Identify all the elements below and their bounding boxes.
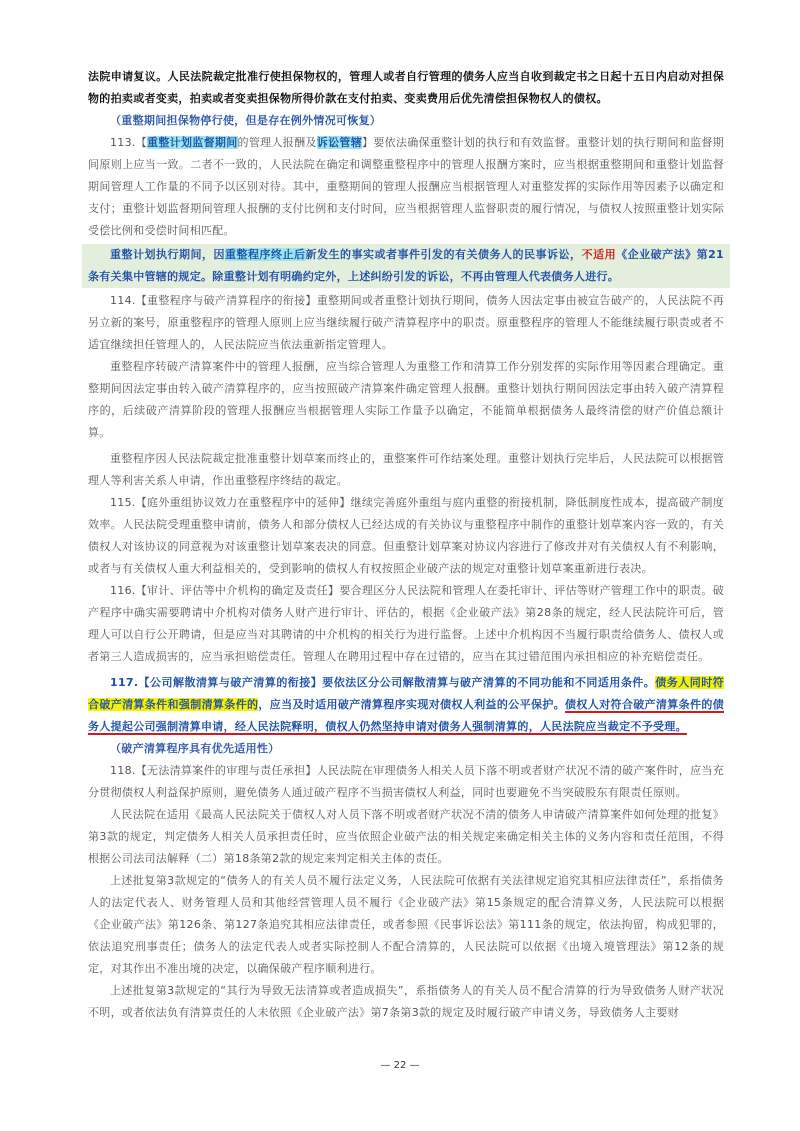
keyword-litigation-jurisdiction: 诉讼管辖 <box>316 136 363 149</box>
article-118-p3: 上述批复第3款规定的“债务人的有关人员不履行法定义务，人民法院可依据有关法律规定追究其相应法律责任”，系指债务人的法定代表人、财务管理人员和其他经营管理人员不履行《企业破产法》第15条规定的配合清算义务，人民法院可以根据《企业破产法》第126条、第127条追究其相应法律责任，或者参照《民事诉讼法》第111条的规定，依法拘留，构成犯罪的，依法追究刑事责任；债务人的法定代表人或者实际控制人不配合清算的，人民法院可以依据《出境入境管理法》第12条的规定，对其作出不准出境的决定，以确保破产程序顺利进行。 <box>88 874 724 975</box>
article-113: 113.【重整计划监督期间的管理人报酬及诉讼管辖】要依法确保重整计划的执行和有效监督。重整计划的执行期间和监督期间原则上应当一致。二者不一致的，人民法院在确定和调整重整程序中的管理人报酬方案时，应当根据重整期间和重整计划监督期间管理人工作量的不同予以区别对待。其中，重整期间的管理人报酬应当根据管理人对重整发挥的实际作用等因素予以确定和支付；重整计划监督期间管理人报酬的支付比例和支付时间，应当根据管理人监督职责的履行情况，与债权人按照重整计划实际受偿比例和受偿时间相匹配。 <box>88 136 725 237</box>
page-number: — 22 — <box>380 1060 420 1071</box>
keyword-after-termination: 重整程序终止后 <box>225 248 306 261</box>
article-118-p1: 118.【无法清算案件的审理与责任承担】人民法院在审理债务人相关人员下落不明或者财产状况不清的破产案件时，应当充分贯彻债权人利益保护原则，避免债务人通过破产程序不当损害债权人利益，同时也要避免不当突破股东有限责任原则。 <box>88 764 724 799</box>
keyword-supervision-period: 重整计划监督期间 <box>147 136 238 149</box>
keyword-not-applicable: 不适用 <box>581 248 617 261</box>
section-note-1: （重整期间担保物停行使，但是存在例外情况可恢复） <box>110 114 382 127</box>
article-116: 116.【审计、评估等中介机构的确定及责任】要合理区分人民法院和管理人在委托审计、评估等财产管理工作中的职责。破产程序中确实需要聘请中介机构对债务人财产进行审计、评估的，根据《企业破产法》第28条的规定，经人民法院许可后，管理人可以自行公开聘请，但是应当对其聘请的中介机构的相关行为进行监督。上述中介机构因不当履行职责给债务人、债权人或者第三人造成损害的，应当承担赔偿责任。管理人在聘用过程中存在过错的，应当在其过错范围内承担相应的补充赔偿责任。 <box>88 584 724 663</box>
underlined-rule: 债权人对符合破产清算条件的债务人提起公司强制清算申请，经人民法院释明，债权人仍然坚持申请对债务人强制清算的，人民法院应当裁定不予受理。 <box>88 698 724 733</box>
article-118-p2: 人民法院在适用《最高人民法院关于债权人对人员下落不明或者财产状况不清的债务人申请破产清算案件如何处理的批复》第3款的规定，判定债务人相关人员承担责任时，应当依照企业破产法的相关规定来确定相关主体的义务内容和责任范围，不得根据公司法司法解释（二）第18条第2款的规定来判定相关主体的责任。 <box>88 808 724 865</box>
article-115: 115.【庭外重组协议效力在重整程序中的延伸】继续完善庭外重组与庭内重整的衔接机制，降低制度性成本，提高破产制度效率。人民法院受理重整申请前，债务人和部分债权人已经达成的有关协议与重整程序中制作的重整计划草案内容一致的，有关债权人对该协议的同意视为对该重整计划草案表决的同意。但重整计划草案对协议内容进行了修改并对有关债权人有不利影响，或者与有关债权人重大利益相关的，受到影响的债权人有权按照企业破产法的规定对重整计划草案重新进行表决。 <box>88 496 724 575</box>
paragraph-continuation: 法院申请复议。人民法院裁定批准行使担保物权的，管理人或者自行管理的债务人应当自收到裁定书之日起十五日内启动对担保物的拍卖或者变卖，拍卖或者变卖担保物所得价款在支付拍卖、变卖费用后优先清偿担保物权人的债权。 <box>88 70 724 105</box>
highlighted-rule-text: 重整计划执行期间，因重整程序终止后新发生的事实或者事件引发的有关债务人的民事诉讼，不适用《企业破产法》第21条有关集中管辖的规定。除重整计划有明确约定外，上述纠纷引发的诉讼，不再由管理人代表债务人进行。 <box>88 248 724 283</box>
article-117: 117.【公司解散清算与破产清算的衔接】要依法区分公司解散清算与破产清算的不同功能和不同适用条件。债务人同时符合破产清算条件和强制清算条件的，应当及时适用破产清算程序实现对债权人利益的公平保护。债权人对符合破产清算条件的债务人提起公司强制清算申请，经人民法院释明，债权人仍然坚持申请对债务人强制清算的，人民法院应当裁定不予受理。 <box>88 676 724 733</box>
article-114-p3: 重整程序因人民法院裁定批准重整计划草案而终止的，重整案件可作结案处理。重整计划执行完毕后，人民法院可以根据管理人等利害关系人申请，作出重整程序终结的裁定。 <box>88 452 724 487</box>
highlighted-rule-box <box>82 244 730 288</box>
section-note-2: （破产清算程序具有优先适用性） <box>110 742 280 755</box>
document-body <box>88 66 724 1024</box>
article-118-p4: 上述批复第3款规定的“其行为导致无法清算或者造成损失”，系指债务人的有关人员不配合清算的行为导致债务人财产状况不明，或者依法负有清算责任的人未依照《企业破产法》第7条第3款的规定及时履行破产申请义务，导致债务人主要财 <box>88 984 724 1019</box>
keyword-both-conditions: 债务人同时符合破产清算条件和强制清算条件的 <box>88 676 724 711</box>
article-114-p1: 114.【重整程序与破产清算程序的衔接】重整期间或者重整计划执行期间，债务人因法定事由被宣告破产的，人民法院不再另立新的案号，原重整程序的管理人原则上应当继续履行破产清算程序中的职责。原重整程序的管理人不能继续履行职责或者不适宜继续担任管理人的，人民法院应当依法重新指定管理人。 <box>88 294 724 351</box>
article-114-p2: 重整程序转破产清算案件中的管理人报酬，应当综合管理人为重整工作和清算工作分别发挥的实际作用等因素合理确定。重整期间因法定事由转入破产清算程序的，应当按照破产清算案件确定管理人报酬。重整计划执行期间因法定事由转入破产清算程序的，后续破产清算阶段的管理人报酬应当根据管理人实际工作量予以确定，不能简单根据债务人最终清偿的财产价值总额计算。 <box>88 360 724 439</box>
